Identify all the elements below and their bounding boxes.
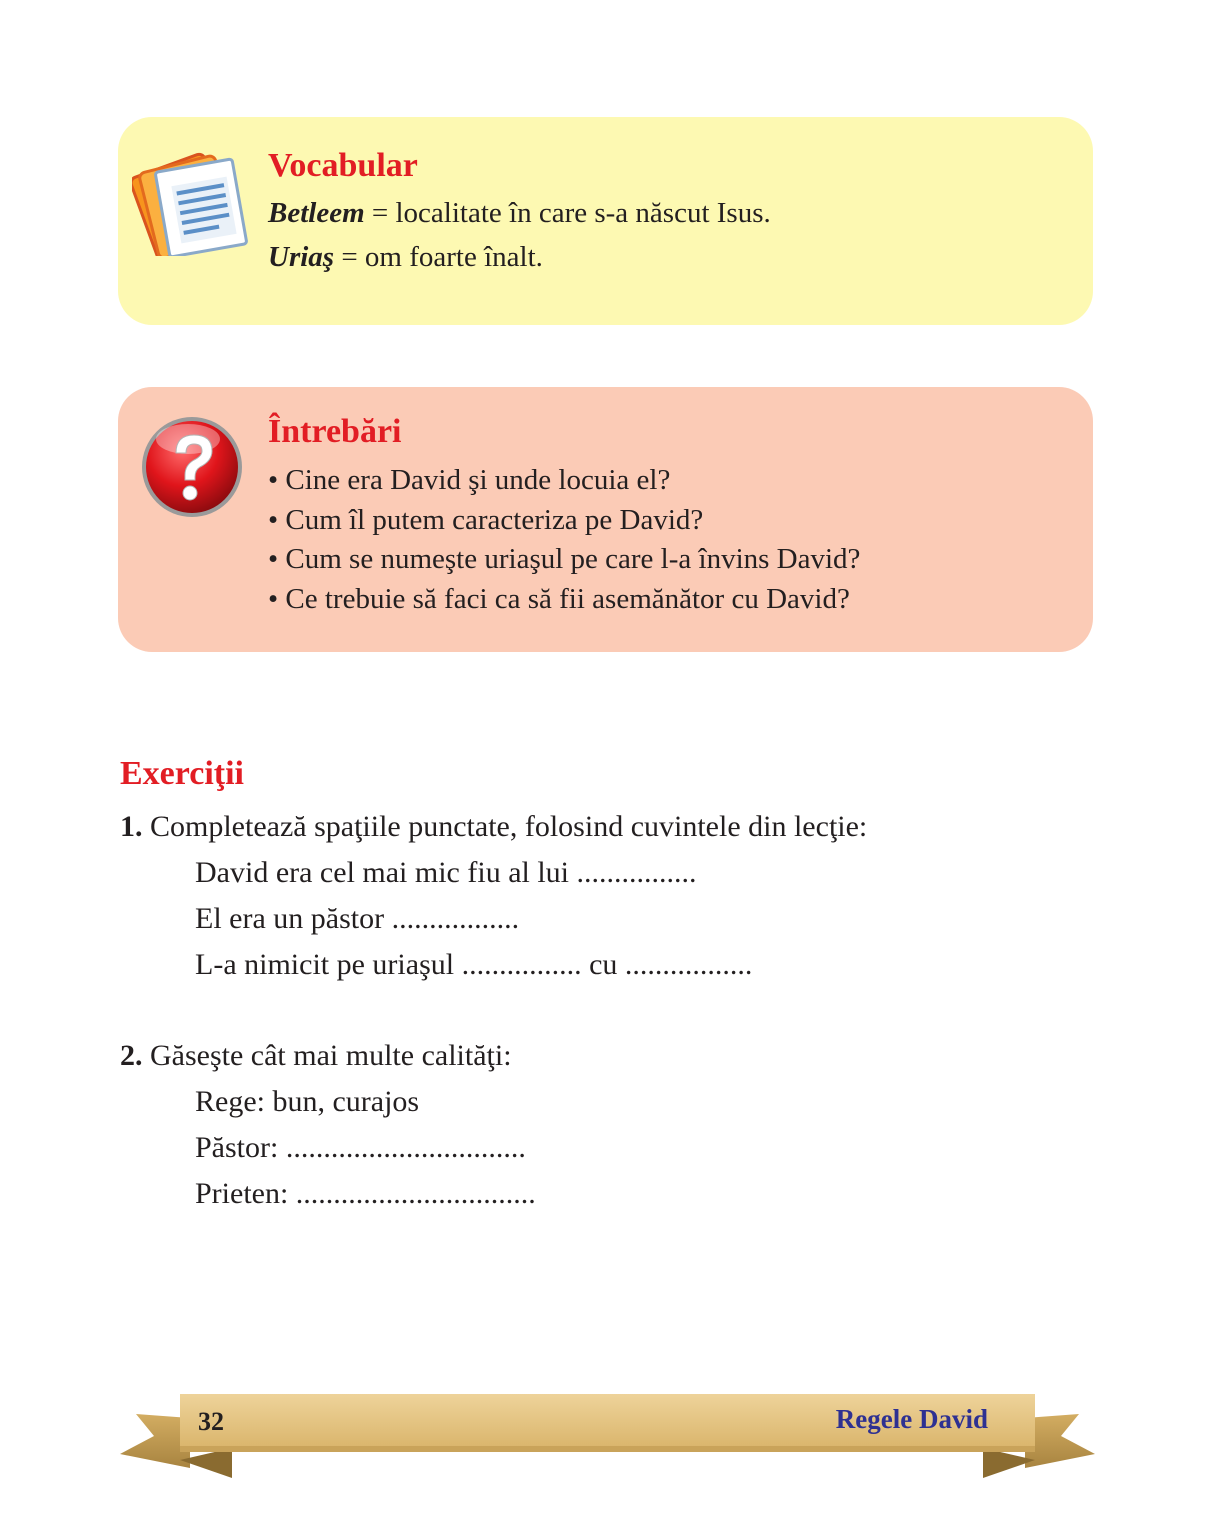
questions-box <box>118 387 1093 652</box>
question-item: • Cum se numeşte uriaşul pe care l-a învins David? <box>268 543 861 575</box>
vocabulary-box <box>118 117 1093 325</box>
exercise-1-prompt <box>120 810 867 844</box>
question-item: • Ce trebuie să faci ca să fii asemănător cu David? <box>268 582 850 615</box>
exercise-line: Prieten: ................................ <box>195 1177 536 1210</box>
exercise-instruction: Găseşte cât mai multe calităţi: <box>142 1039 512 1072</box>
documents-icon <box>132 141 252 256</box>
vocabulary-term: Betleem <box>268 197 365 229</box>
exercise-2-prompt <box>120 1039 512 1073</box>
vocabulary-definition: = localitate în care s-a născut Isus. <box>364 197 771 229</box>
vocabulary-entry <box>268 197 771 230</box>
vocabulary-title: Vocabular <box>268 147 418 184</box>
question-item: • Cum îl putem caracteriza pe David? <box>268 503 704 536</box>
exercise-line: David era cel mai mic fiu al lui ................ <box>195 856 697 889</box>
questions-list <box>268 461 860 619</box>
questions-title: Întrebări <box>268 413 402 450</box>
exercise-line: El era un păstor ................. <box>195 902 520 935</box>
page-number: 32 <box>198 1407 224 1436</box>
exercises-title: Exerciţii <box>120 755 244 792</box>
exercise-line: L-a nimicit pe uriaşul ................ cu ................. <box>195 948 753 981</box>
exercise-line: Rege: bun, curajos <box>195 1085 420 1118</box>
exercise-number: 2. <box>120 1039 143 1072</box>
vocabulary-entry <box>268 241 543 274</box>
vocabulary-definition: = om foarte înalt. <box>334 241 543 273</box>
question-mark-icon <box>138 413 246 521</box>
question-item: • Cine era David şi unde locuia el? <box>268 464 671 496</box>
vocabulary-term: Uriaş <box>268 241 335 273</box>
exercise-number: 1. <box>120 810 143 843</box>
exercise-line: Păstor: ................................ <box>195 1131 526 1164</box>
exercise-instruction: Completează spaţiile punctate, folosind cuvintele din lecţie: <box>142 810 868 843</box>
footer-title: Regele David <box>835 1404 988 1434</box>
